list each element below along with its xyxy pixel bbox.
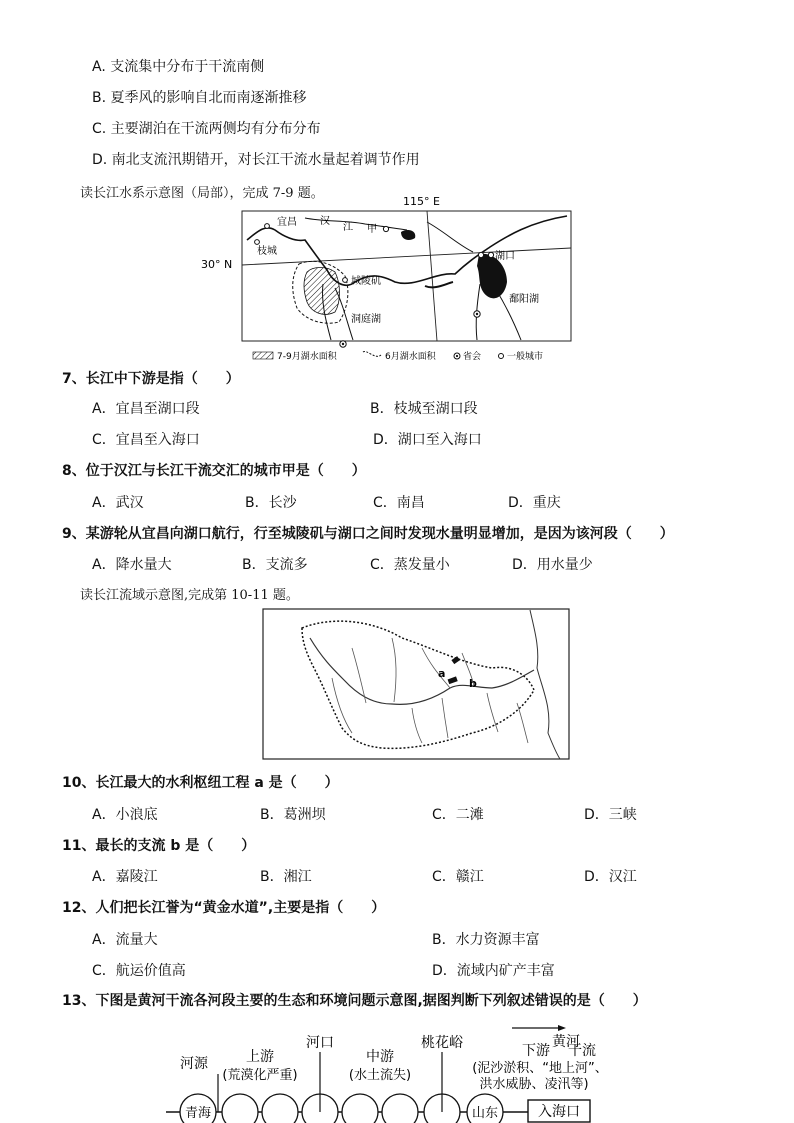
q10-stem: 10、长江最大的水利枢纽工程 a 是（ ） (62, 775, 339, 791)
legend-city: 一般城市 (507, 352, 544, 362)
legend-jul-sep: 7-9月湖水面积 (277, 352, 337, 362)
q7-option-c: C．宜昌至入海口 (92, 432, 200, 448)
q9-option-d: D．用水量少 (512, 557, 593, 573)
label-han: 汉 (320, 216, 330, 227)
label-taohuayu: 桃花峪 (421, 1035, 463, 1051)
label-lower-issue-2: 洪水威胁、凌汛等) (479, 1077, 589, 1092)
lat-label: 30° N (201, 258, 233, 271)
label-zhicheng: 枝城 (257, 246, 277, 257)
label-upper-issue: (荒漠化严重) (222, 1068, 298, 1083)
label-dongting: 洞庭湖 (351, 314, 381, 325)
q9-option-c: C．蒸发量小 (370, 557, 450, 573)
yangtze-local-map (195, 192, 585, 367)
lon-label: 115° E (403, 195, 440, 208)
q9-option-b: B．支流多 (242, 557, 308, 573)
q13-stem: 13、下图是黄河干流各河段主要的生态和环境问题示意图,据图判断下列叙述错误的是（ ） (62, 993, 647, 1009)
yellow-river-diagram (160, 1016, 620, 1123)
label-upper: 上游 (246, 1049, 274, 1065)
q7-option-a: A．宜昌至湖口段 (92, 401, 200, 417)
label-huanghe: 黄河 (552, 1034, 580, 1050)
q8-option-c: C．南昌 (373, 495, 425, 511)
label-hukou: 湖口 (495, 251, 515, 262)
q11-stem: 11、最长的支流 b 是（ ） (62, 838, 256, 854)
prev-option-b: B. 夏季风的影响自北而南逐渐推移 (92, 90, 307, 106)
yangtze-basin-map (262, 608, 571, 761)
label-hekou: 河口 (306, 1035, 334, 1051)
q12-option-b: B．水力资源丰富 (432, 932, 540, 948)
label-middle-issue: (水土流失) (348, 1068, 412, 1083)
label-yichang: 宜昌 (277, 217, 297, 228)
legend-capital: 省会 (463, 352, 482, 362)
prev-option-c: C. 主要湖泊在干流两侧均有分布分布 (92, 121, 321, 137)
q11-option-a: A．嘉陵江 (92, 869, 158, 885)
label-middle: 中游 (366, 1049, 394, 1065)
label-jia: 甲 (367, 224, 377, 235)
label-sea: 入海口 (538, 1104, 580, 1120)
q9-option-a: A．降水量大 (92, 557, 172, 573)
label-shandong: 山东 (471, 1106, 499, 1121)
label-ganliu: 干流 (568, 1043, 596, 1059)
q11-option-b: B．湘江 (260, 869, 312, 885)
label-heyuan: 河源 (180, 1056, 208, 1072)
q11-option-c: C．赣江 (432, 869, 484, 885)
label-poyang: 鄱阳湖 (509, 294, 539, 305)
label-qinghai: 青海 (184, 1106, 212, 1121)
q10-option-c: C．二滩 (432, 807, 484, 823)
q8-option-b: B．长沙 (245, 495, 297, 511)
label-chenglingji: 城陵矶 (351, 276, 381, 287)
q7-option-b: B．枝城至湖口段 (370, 401, 478, 417)
q8-option-d: D．重庆 (508, 495, 561, 511)
prev-option-d: D. 南北支流汛期错开，对长江干流水量起着调节作用 (92, 152, 420, 168)
q8-stem: 8、位于汉江与长江干流交汇的城市甲是（ ） (62, 463, 366, 479)
label-lower: 下游 (522, 1043, 550, 1059)
q8-option-a: A．武汉 (92, 495, 144, 511)
label-jiang: 江 (343, 222, 353, 233)
q10-option-b: B．葛洲坝 (260, 807, 326, 823)
label-b: b (469, 677, 477, 690)
intro-7-9: 读长江水系示意图（局部），完成 7-9 题。 (80, 186, 324, 201)
label-lower-issue-1: (泥沙淤积、“地上河”、 (472, 1061, 608, 1076)
intro-10-11: 读长江流域示意图,完成第 10-11 题。 (80, 588, 299, 603)
q12-option-a: A．流量大 (92, 932, 158, 948)
q9-stem: 9、某游轮从宜昌向湖口航行，行至城陵矶与湖口之间时发现水量明显增加，是因为该河段（ ） (62, 526, 674, 542)
q10-option-a: A．小浪底 (92, 807, 158, 823)
q11-option-d: D．汉江 (584, 869, 637, 885)
q7-stem: 7、长江中下游是指（ ） (62, 371, 240, 387)
q10-option-d: D．三峡 (584, 807, 637, 823)
q12-option-d: D．流域内矿产丰富 (432, 963, 555, 979)
q7-option-d: D．湖口至入海口 (373, 432, 482, 448)
prev-option-a: A. 支流集中分布于干流南侧 (92, 59, 265, 75)
q12-stem: 12、人们把长江誉为“黄金水道”,主要是指（ ） (62, 900, 386, 916)
q12-option-c: C．航运价值高 (92, 963, 186, 979)
label-a: a (438, 667, 446, 680)
legend-jun: 6月湖水面积 (385, 352, 436, 362)
